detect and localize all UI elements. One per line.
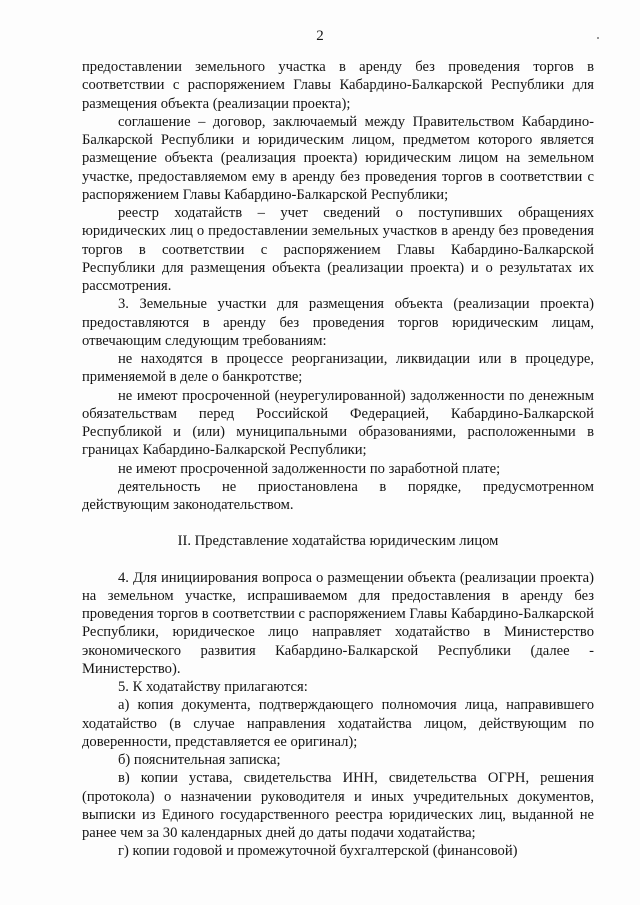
paragraph: соглашение – договор, заключаемый между Правительством Кабардино-Балкарской Республики и юридическим лицом, предметом которого является размещение объекта (реализация проекта) юридическим лицом на земельном участке, предоставляемом ему в аренду без проведения торгов в соответствии с распоряжением Главы Кабардино-Балкарской Республики; xyxy=(82,113,594,203)
paragraph: предоставлении земельного участка в аренду без проведения торгов в соответствии с распоряжением Главы Кабардино-Балкарской Республики для размещения объекта (реализации проекта); xyxy=(82,59,594,112)
paragraph: б) пояснительная записка; xyxy=(118,752,281,768)
paragraph: 3. Земельные участки для размещения объекта (реализации проекта) предоставляются в аренду без проведения торгов юридическим лицам, отвечающим следующим требованиям: xyxy=(82,296,594,349)
paragraph-group-section-2 xyxy=(82,569,594,861)
scan-speck xyxy=(597,37,599,39)
paragraph: не находятся в процессе реорганизации, ликвидации или в процедуре, применяемой в деле о банкротстве; xyxy=(82,351,594,386)
section-heading: II. Представление ходатайства юридическим лицом xyxy=(177,533,499,550)
document-body xyxy=(82,58,594,861)
paragraph: г) копии годовой и промежуточной бухгалтерской (финансовой) xyxy=(118,843,518,860)
paragraph: деятельность не приостановлена в порядке, предусмотренном действующим законодательством. xyxy=(82,478,594,513)
paragraph: 4. Для инициирования вопроса о размещении объекта (реализации проекта) на земельном участке, испрашиваемом для предоставления в аренду без проведения торгов в соответствии с распоряжением Главы Кабардино-Балкарской Республики, юридическое лицо направляет ходатайство в Министерство экономического развития Кабардино-Балкарской Республики (далее - Министерство). xyxy=(82,569,594,677)
paragraph: не имеют просроченной (неурегулированной) задолженности по денежным обязательствам перед Российской Федерацией, Кабардино-Балкарской Республикой и (или) муниципальными образованиями, расположенными в границах Кабардино-Балкарской Республики; xyxy=(82,387,594,459)
paragraph: 5. К ходатайству прилагаются: xyxy=(118,679,308,695)
page-number: 2 xyxy=(316,28,324,44)
paragraph: в) копии устава, свидетельства ИНН, свидетельства ОГРН, решения (протокола) о назначении руководителя и иных учредительных документов, выписки из Единого государственного реестра юридических лиц, выданной не ранее чем за 30 календарных дней до даты подачи ходатайства; xyxy=(82,770,594,841)
paragraph-group-definitions xyxy=(82,58,594,514)
spacer xyxy=(82,514,594,532)
spacer xyxy=(82,551,594,569)
paragraph: реестр ходатайств – учет сведений о поступивших обращениях юридических лиц о предоставлении земельных участков в аренду без проведения торгов в соответствии с распоряжением Главы Кабардино-Балкарской Республики для размещения объекта (реализации проекта) и о результатах их рассмотрения. xyxy=(82,205,594,294)
paragraph: не имеют просроченной задолженности по заработной плате; xyxy=(118,460,501,477)
paragraph: а) копия документа, подтверждающего полномочия лица, направившего ходатайство (в случае направления ходатайства лицом, действующим по доверенности, представляется ее оригинал); xyxy=(82,697,594,750)
